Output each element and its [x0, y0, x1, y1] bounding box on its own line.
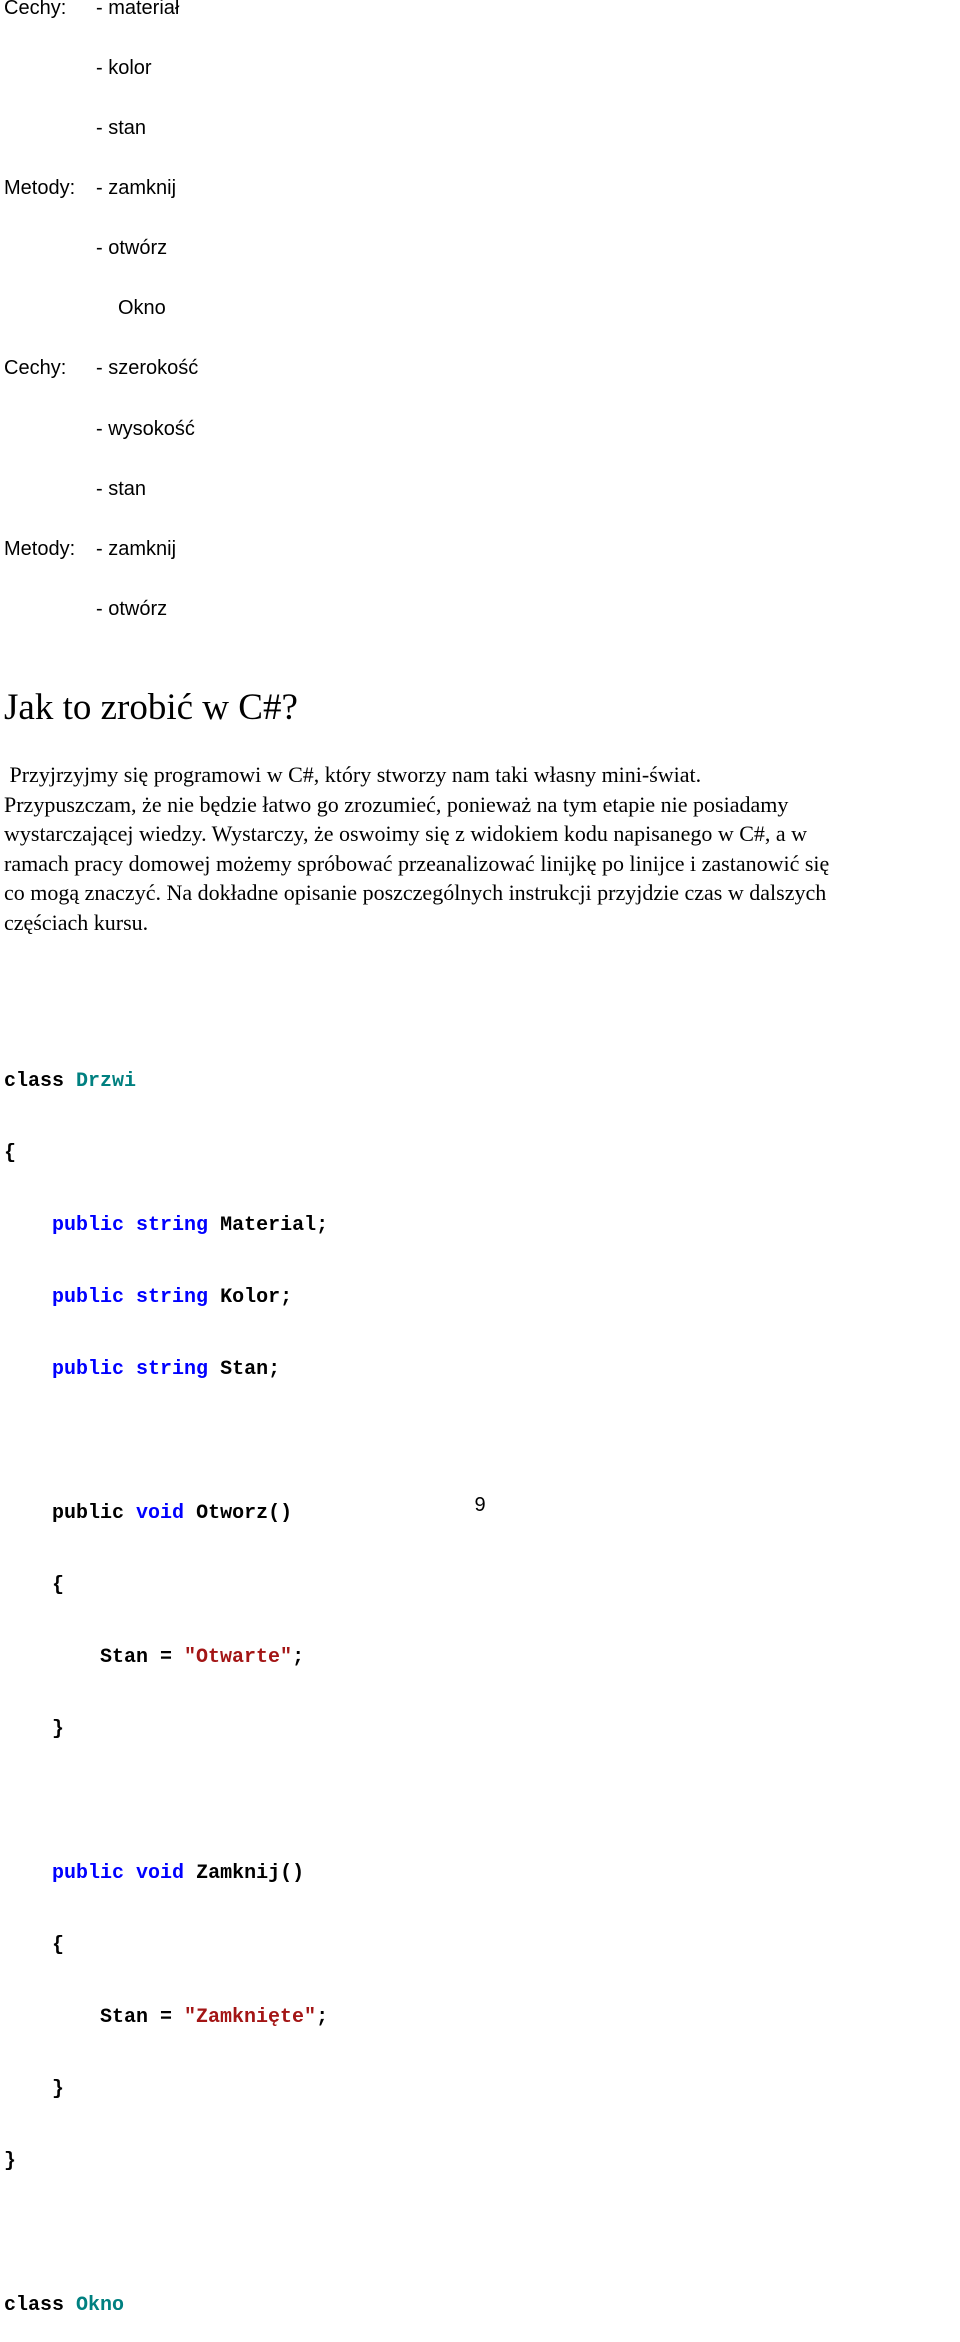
- code-blank-line: [4, 1790, 328, 1814]
- door-feature-item: - stan: [96, 117, 147, 139]
- window-title: Okno: [118, 297, 166, 319]
- code-type-name: Drzwi: [76, 1070, 137, 1093]
- window-method-item: - otwórz: [96, 598, 168, 620]
- window-method-item: - zamknij: [96, 538, 177, 560]
- door-feature-item: - kolor: [96, 57, 152, 79]
- code-punct: ;: [316, 2006, 329, 2029]
- code-punct: ;: [292, 1646, 305, 1669]
- door-feature-item: - materiał: [96, 0, 180, 19]
- code-line: [4, 1862, 328, 1886]
- code-blank-line: [4, 1430, 328, 1454]
- code-identifier: Otworz(): [184, 1502, 293, 1525]
- code-string: "Otwarte": [184, 1646, 293, 1669]
- code-line: [4, 2078, 328, 2102]
- code-identifier: Stan =: [100, 2006, 185, 2029]
- code-keyword: void: [136, 1502, 185, 1525]
- code-keyword: void: [136, 1862, 185, 1885]
- code-keyword: public: [52, 1286, 125, 1309]
- code-keyword: string: [136, 1214, 209, 1237]
- code-line: [4, 1070, 328, 1094]
- code-brace: {: [52, 1574, 65, 1597]
- code-identifier: Material;: [208, 1214, 329, 1237]
- code-line: {: [4, 1142, 17, 1165]
- code-line: [4, 1934, 328, 1958]
- window-features-label: Cechy:: [4, 357, 67, 379]
- code-line: [4, 1358, 328, 1382]
- door-methods-label: Metody:: [4, 177, 76, 199]
- door-features-label: Cechy:: [4, 0, 67, 19]
- code-blank-line: [4, 2222, 328, 2246]
- code-keyword: class: [4, 1070, 65, 1093]
- code-line: [4, 2006, 328, 2030]
- section-heading: Jak to zrobić w C#?: [4, 687, 298, 728]
- window-feature-item: - stan: [96, 478, 147, 500]
- code-keyword: class: [4, 2294, 65, 2317]
- door-method-item: - zamknij: [96, 177, 177, 199]
- code-identifier: Zamknij(): [184, 1862, 305, 1885]
- paragraph-line: co mogą znaczyć. Na dokładne opisanie poszczególnych instrukcji przyjdzie czas w dalszych: [4, 880, 827, 905]
- code-line: [4, 1718, 328, 1742]
- paragraph-line: Przyjrzyjmy się programowi w C#, który stworzy nam taki własny mini-świat.: [4, 762, 702, 787]
- code-keyword: string: [136, 1286, 209, 1309]
- window-methods-label: Metody:: [4, 538, 76, 560]
- code-keyword: public: [52, 1214, 125, 1237]
- code-brace: {: [52, 1934, 65, 1957]
- page-number: 9: [474, 1494, 486, 1516]
- window-feature-item: - wysokość: [96, 418, 195, 440]
- paragraph-line: Przypuszczam, że nie będzie łatwo go zrozumieć, ponieważ na tym etapie nie posiadamy: [4, 791, 789, 817]
- code-string: "Zamknięte": [184, 2006, 317, 2029]
- code-brace: }: [52, 1718, 65, 1741]
- code-line: [4, 1574, 328, 1598]
- code-listing: [4, 1022, 328, 2342]
- code-line: [4, 1214, 328, 1238]
- code-identifier: Stan;: [208, 1358, 281, 1381]
- code-identifier: Stan =: [100, 1646, 185, 1669]
- code-line: }: [4, 2150, 17, 2173]
- window-feature-item: - szerokość: [96, 357, 199, 379]
- paragraph-line: częściach kursu.: [4, 909, 149, 935]
- code-keyword: public: [52, 1358, 125, 1381]
- code-type-name: Okno: [76, 2294, 125, 2317]
- code-identifier: Kolor;: [208, 1286, 293, 1309]
- door-method-item: - otwórz: [96, 237, 168, 259]
- code-keyword: public: [52, 1502, 125, 1525]
- paragraph-line: wystarczającej wiedzy. Wystarczy, że oswoimy się z widokiem kodu napisanego w C#, a w: [4, 821, 808, 846]
- code-keyword: public: [52, 1862, 125, 1885]
- code-line: [4, 1646, 328, 1670]
- code-keyword: string: [136, 1358, 209, 1381]
- code-line: [4, 1286, 328, 1310]
- intro-paragraph: [4, 760, 960, 937]
- code-line: [4, 2294, 328, 2318]
- code-brace: }: [52, 2078, 65, 2101]
- paragraph-line: ramach pracy domowej możemy spróbować przeanalizować linijkę po linijce i zastanowić się: [4, 850, 830, 876]
